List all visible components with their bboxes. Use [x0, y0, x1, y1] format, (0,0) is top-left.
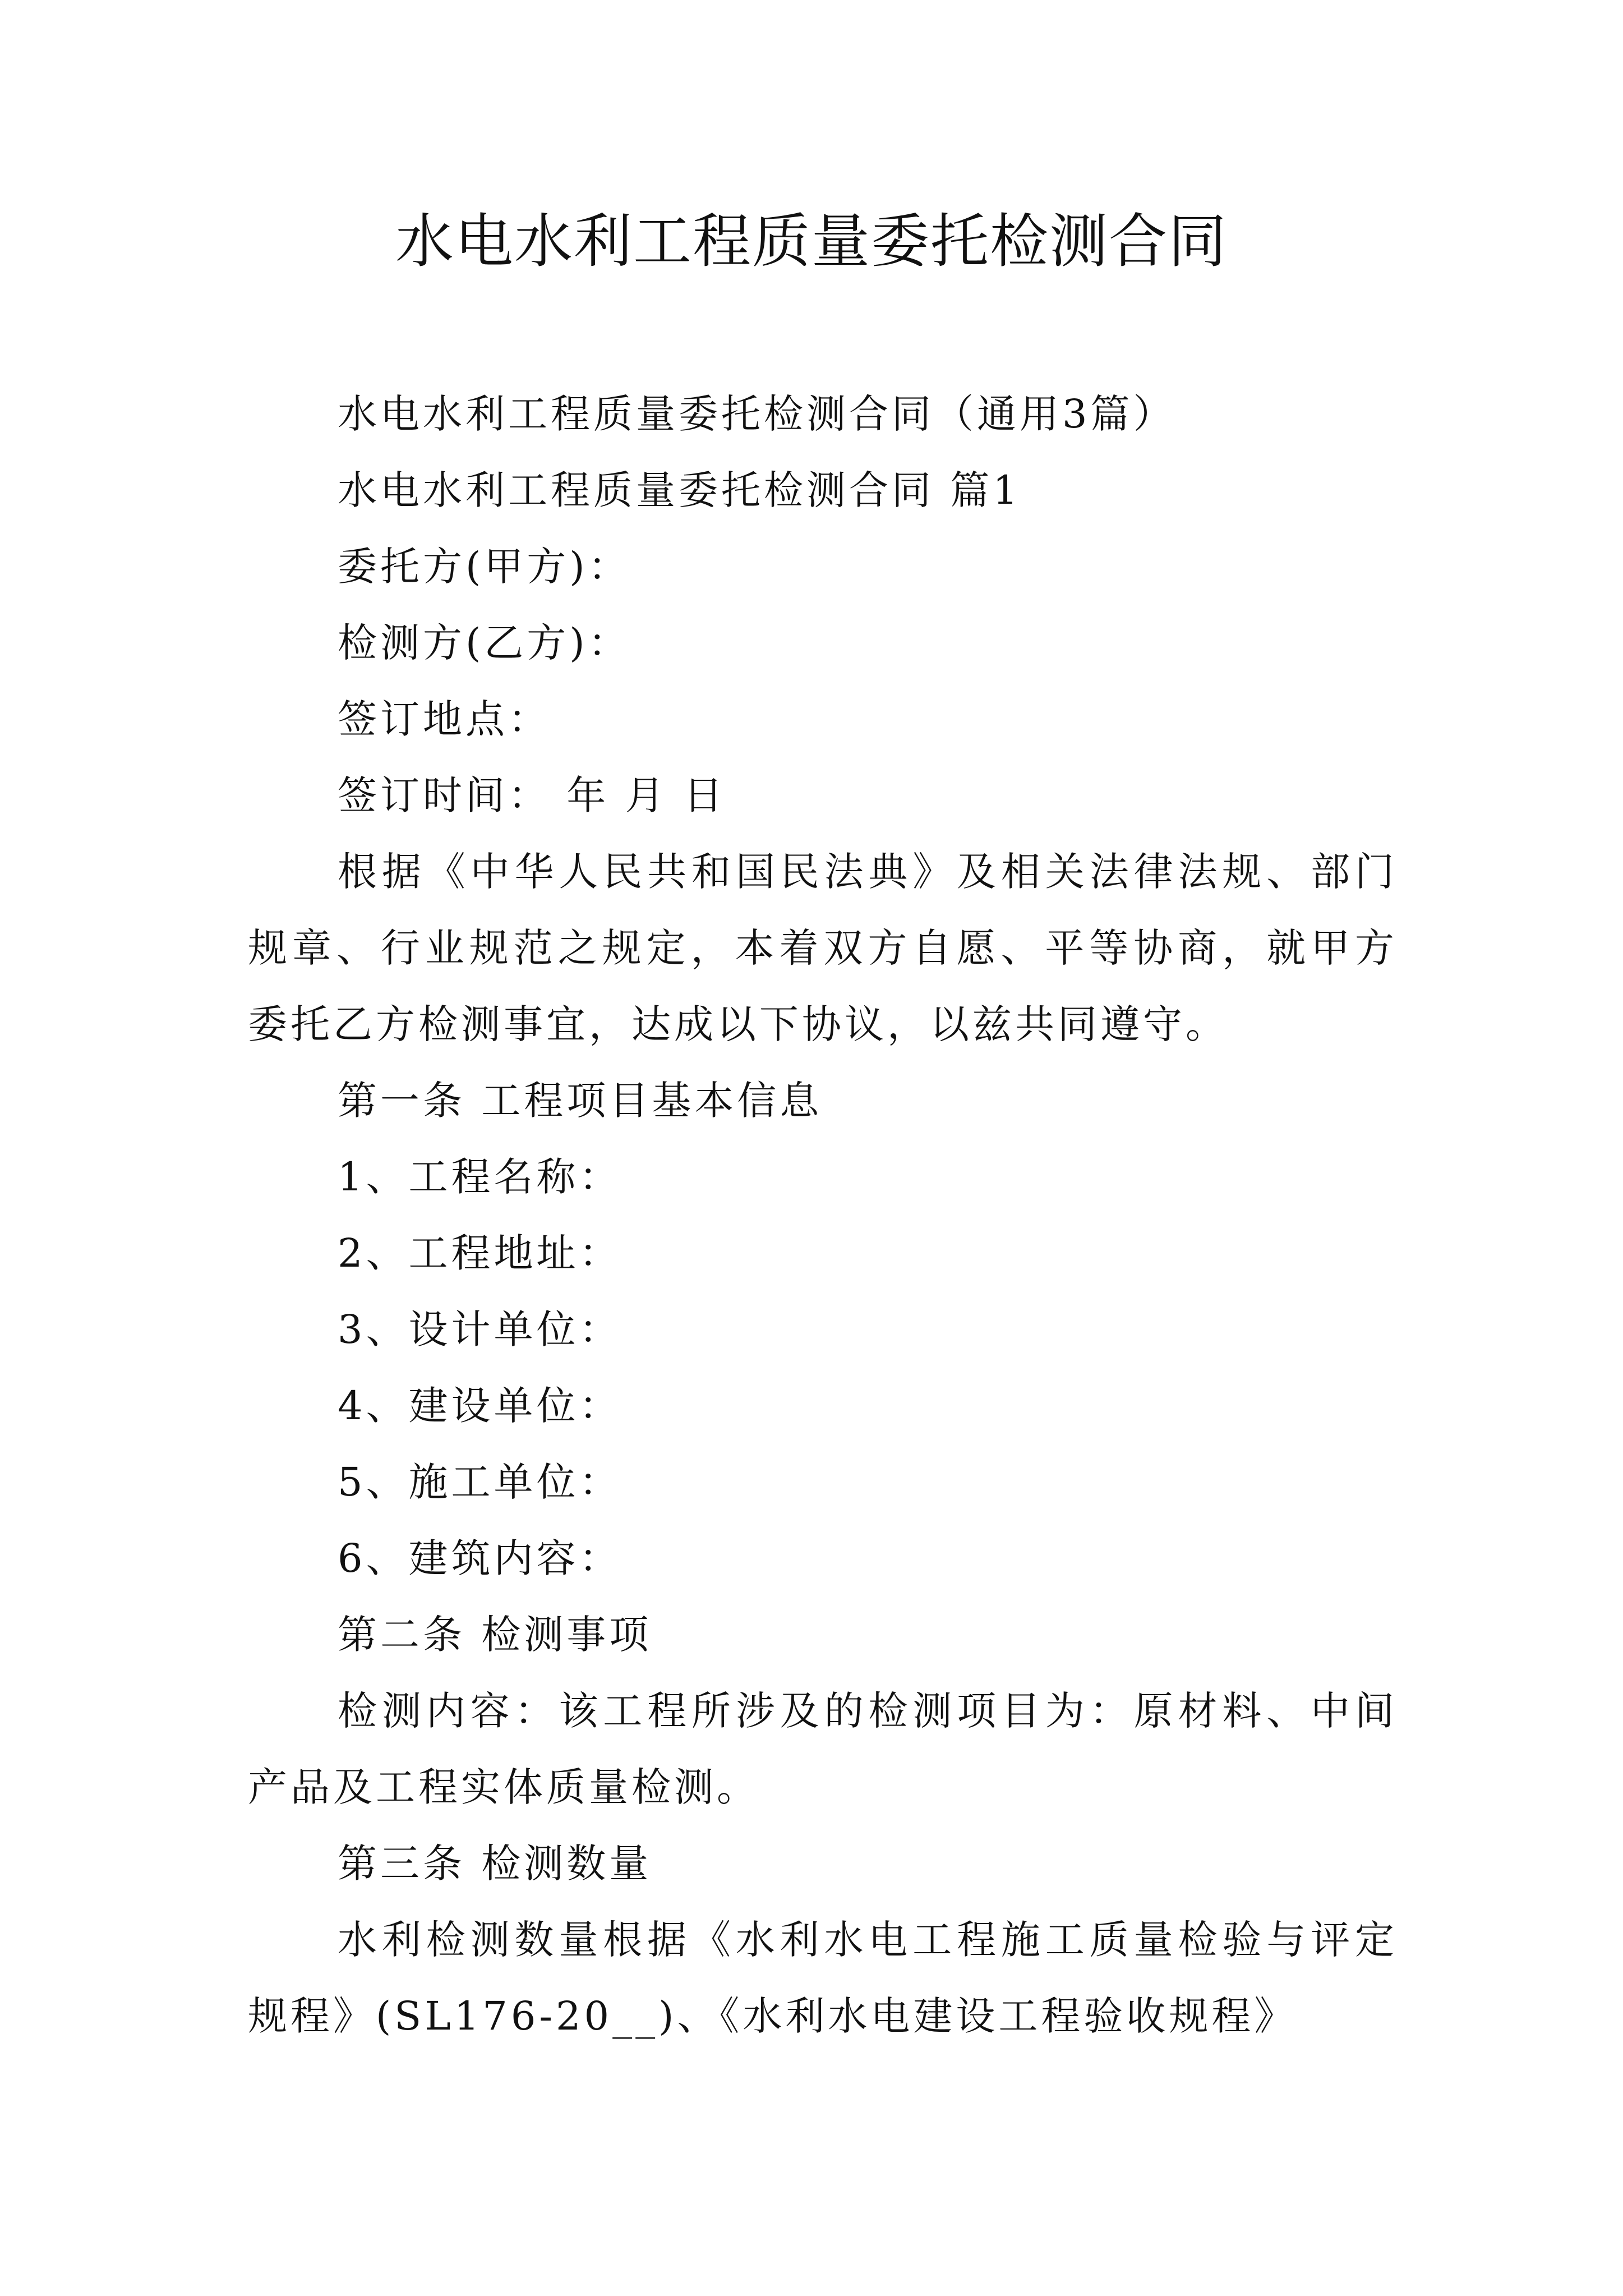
testing-content-paragraph: 检测内容：该工程所涉及的检测项目为：原材料、中间产品及工程实体质量检测。	[248, 1688, 1398, 1810]
project-name-line: 1、工程名称：	[338, 1154, 622, 1200]
article-3-heading: 第三条 检测数量	[338, 1841, 652, 1887]
building-content-line: 6、建筑内容：	[338, 1535, 622, 1581]
subtitle-paragraph: 水电水利工程质量委托检测合同（通用3篇）	[338, 391, 1176, 437]
document-title: 水电水利工程质量委托检测合同	[395, 207, 1228, 275]
article-2-heading: 第二条 检测事项	[338, 1612, 652, 1658]
construction-owner-line: 4、建设单位：	[338, 1383, 622, 1429]
contractor-line: 5、施工单位：	[338, 1459, 622, 1505]
preamble-paragraph: 根据《中华人民共和国民法典》及相关法律法规、部门规章、行业规范之规定，本着双方自愿、平等协商，就甲方委托乙方检测事宜，达成以下协议，以兹共同遵守。	[248, 849, 1398, 1047]
testing-party-line: 检测方(乙方)：	[338, 620, 631, 666]
section-heading: 水电水利工程质量委托检测合同 篇1	[338, 467, 1021, 513]
document-body	[248, 376, 1398, 2054]
signing-date-line: 签订时间： 年 月 日	[338, 772, 726, 818]
signing-place-line: 签订地点：	[338, 696, 551, 742]
testing-quantity-paragraph: 水利检测数量根据《水利水电工程施工质量检验与评定规程》(SL176-20__)、《水利水电建设工程验收规程》	[248, 1917, 1398, 2039]
article-1-heading: 第一条 工程项目基本信息	[338, 1078, 823, 1124]
client-party-line: 委托方(甲方)：	[338, 544, 631, 590]
design-unit-line: 3、设计单位：	[338, 1306, 622, 1352]
project-address-line: 2、工程地址：	[338, 1230, 622, 1276]
